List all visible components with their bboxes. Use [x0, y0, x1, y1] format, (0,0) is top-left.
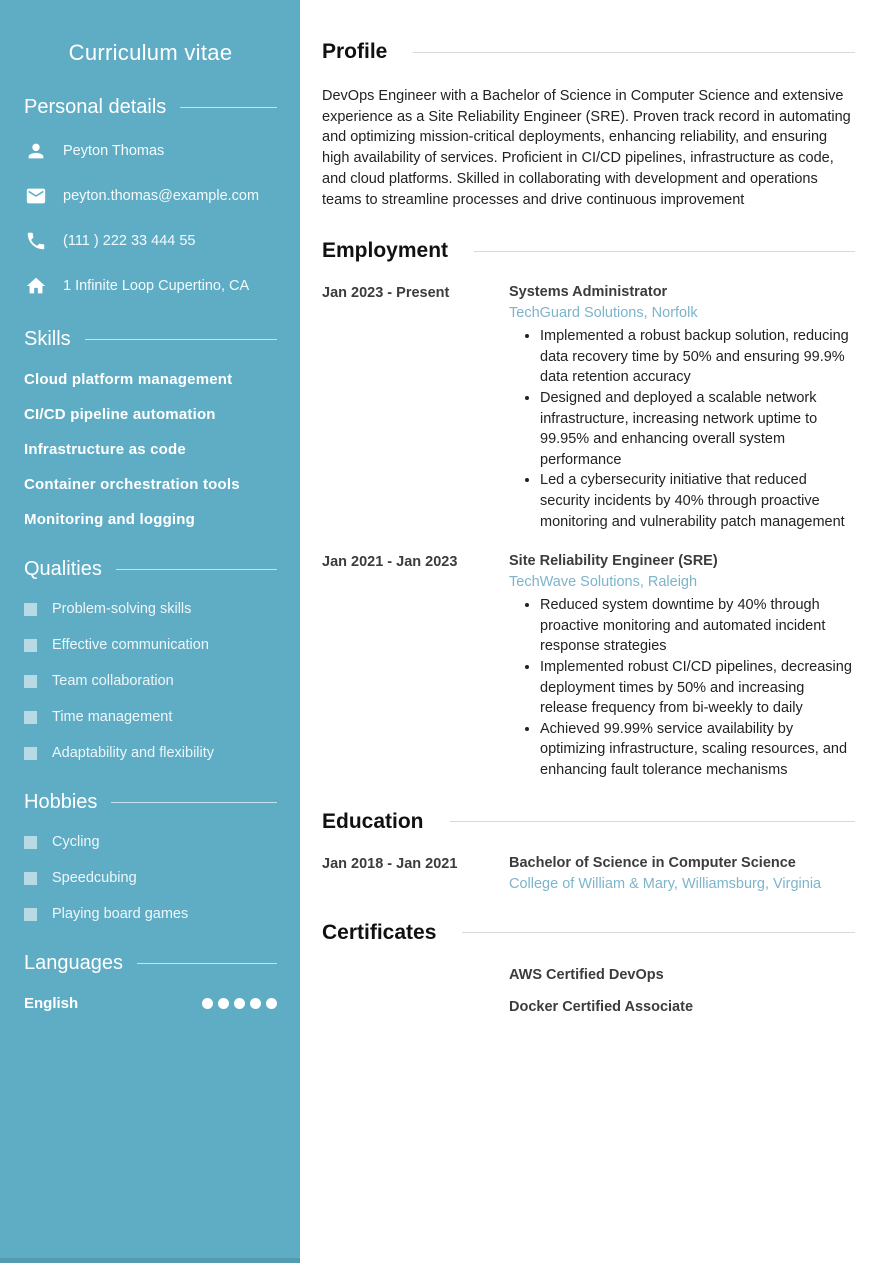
- job-bullet-list: [509, 326, 855, 532]
- education-heading: [322, 810, 855, 834]
- heading-rule: [180, 107, 277, 108]
- skills-heading-label: Skills: [24, 328, 71, 350]
- language-name: English: [24, 995, 79, 1012]
- employment-details: [509, 284, 855, 532]
- main-content: [300, 0, 893, 1263]
- language-level-dot: [266, 998, 277, 1009]
- job-bullet: • Implemented robust CI/CD pipelines, decreasing deployment times by 50% and increasing release frequency from bi-weekly to daily: [540, 657, 855, 719]
- square-bullet-icon: [24, 711, 37, 724]
- education-entry: [322, 855, 855, 892]
- square-bullet-icon: [24, 747, 37, 760]
- employment-heading: [322, 239, 855, 263]
- hobbies-heading-label: Hobbies: [24, 791, 98, 813]
- job-title: Site Reliability Engineer (SRE): [509, 553, 718, 570]
- job-title: Systems Administrator: [509, 284, 668, 301]
- square-bullet-icon: [24, 872, 37, 885]
- home-icon: [24, 274, 48, 298]
- quality-item: [24, 673, 277, 689]
- quality-label: Adaptability and flexibility: [52, 745, 215, 761]
- profile-heading: [322, 40, 855, 64]
- certificate-item: AWS Certified DevOps: [509, 966, 664, 983]
- quality-item: [24, 601, 277, 617]
- quality-item: [24, 637, 277, 653]
- skill-item: Monitoring and logging: [24, 511, 196, 528]
- personal-details-heading-label: Personal details: [24, 96, 167, 118]
- languages-heading-label: Languages: [24, 952, 123, 974]
- language-level-dot: [234, 998, 245, 1009]
- skill-item: Infrastructure as code: [24, 441, 186, 458]
- language-item: [24, 995, 277, 1012]
- heading-rule: [137, 963, 277, 964]
- employment-heading-label: Employment: [322, 239, 449, 263]
- company-link[interactable]: TechGuard Solutions, Norfolk: [509, 305, 698, 322]
- profile-text: DevOps Engineer with a Bachelor of Science in Computer Science and extensive experience as a Site Reliability Engineer (SRE). Proven track record in automating and optimizing mission-critical deployments, enhancing reliability, and ensuring high availability of services. Proficient in CI/CD pipelines, infrastructure as code, and cloud platforms. Skilled in collaborating with development and operations teams to streamline processes and drive continuous improvement: [322, 88, 851, 208]
- job-bullet-list: [509, 595, 855, 780]
- degree-title: Bachelor of Science in Computer Science: [509, 854, 796, 871]
- employment-entry: [322, 284, 855, 532]
- employment-entry: [322, 553, 855, 780]
- heading-rule: [450, 821, 855, 822]
- qualities-heading-label: Qualities: [24, 558, 102, 580]
- employment-date: Jan 2021 - Jan 2023: [322, 554, 458, 571]
- personal-details-heading: [24, 96, 277, 119]
- square-bullet-icon: [24, 675, 37, 688]
- hobby-item: [24, 834, 277, 850]
- education-details: [509, 855, 855, 892]
- contact-row-phone: [24, 229, 277, 253]
- language-level-dot: [250, 998, 261, 1009]
- job-bullet: • Implemented a robust backup solution, reducing data recovery time by 50% and ensuring 99.9% data retention accuracy: [540, 326, 855, 388]
- sidebar: [0, 0, 300, 1263]
- language-level-dot: [218, 998, 229, 1009]
- heading-rule: [462, 932, 855, 933]
- skill-item: Container orchestration tools: [24, 476, 240, 493]
- contact-email: peyton.thomas@example.com: [63, 188, 260, 204]
- languages-heading: [24, 952, 277, 975]
- job-bullet: • Reduced system downtime by 40% through proactive monitoring and automated incident response strategies: [540, 595, 855, 657]
- job-bullet: • Designed and deployed a scalable network infrastructure, increasing network uptime to 99.95% and enhancing overall system performance: [540, 388, 855, 470]
- quality-item: [24, 709, 277, 725]
- heading-rule: [474, 251, 855, 252]
- quality-label: Effective communication: [52, 637, 209, 653]
- heading-rule: [413, 52, 855, 53]
- contact-row-email: [24, 184, 277, 208]
- company-link[interactable]: TechWave Solutions, Raleigh: [509, 574, 698, 591]
- heading-rule: [111, 802, 277, 803]
- certificates-section: [322, 921, 855, 1015]
- skill-item: Cloud platform management: [24, 371, 233, 388]
- cv-title: Curriculum vitae: [68, 40, 233, 65]
- education-section: [322, 810, 855, 892]
- hobby-label: Playing board games: [52, 906, 189, 922]
- quality-item: [24, 745, 277, 761]
- employment-details: [509, 553, 855, 780]
- quality-label: Team collaboration: [52, 673, 174, 689]
- phone-icon: [24, 229, 48, 253]
- envelope-icon: [24, 184, 48, 208]
- hobbies-heading: [24, 791, 277, 814]
- job-bullet: • Led a cybersecurity initiative that reduced security incidents by 40% through proactive monitoring and vulnerability patch management: [540, 470, 855, 532]
- hobby-label: Speedcubing: [52, 870, 137, 886]
- quality-label: Problem-solving skills: [52, 601, 192, 617]
- skill-item: CI/CD pipeline automation: [24, 406, 216, 423]
- heading-rule: [85, 339, 277, 340]
- skills-heading: [24, 328, 277, 351]
- hobby-item: [24, 906, 277, 922]
- contact-phone: (111 ) 222 33 444 55: [63, 233, 196, 249]
- profile-heading-label: Profile: [322, 40, 388, 63]
- contact-name: Peyton Thomas: [63, 143, 165, 159]
- certificate-entry: [322, 967, 855, 1015]
- square-bullet-icon: [24, 639, 37, 652]
- certificates-heading: [322, 921, 855, 945]
- hobby-item: [24, 870, 277, 886]
- heading-rule: [116, 569, 277, 570]
- certificate-date-spacer: [322, 967, 509, 968]
- certificates-heading-label: Certificates: [322, 920, 437, 944]
- square-bullet-icon: [24, 603, 37, 616]
- qualities-heading: [24, 558, 277, 581]
- employment-section: [322, 239, 855, 780]
- language-level-dot: [202, 998, 213, 1009]
- contact-address: 1 Infinite Loop Cupertino, CA: [63, 278, 250, 294]
- job-bullet: • Achieved 99.99% service availability by optimizing infrastructure, scaling resources, and enhancing fault tolerance mechanisms: [540, 719, 855, 781]
- education-heading-label: Education: [322, 809, 424, 833]
- hobby-label: Cycling: [52, 834, 100, 850]
- person-icon: [24, 139, 48, 163]
- square-bullet-icon: [24, 836, 37, 849]
- contact-row-address: [24, 274, 277, 298]
- quality-label: Time management: [52, 709, 173, 725]
- certificate-item: Docker Certified Associate: [509, 998, 694, 1015]
- profile-section: [322, 40, 855, 210]
- education-date: Jan 2018 - Jan 2021: [322, 855, 458, 872]
- contact-row-name: [24, 139, 277, 163]
- certificate-list: [509, 967, 855, 1015]
- square-bullet-icon: [24, 908, 37, 921]
- institution-link[interactable]: College of William & Mary, Williamsburg, Virginia: [509, 875, 822, 892]
- employment-date: Jan 2023 - Present: [322, 285, 450, 302]
- language-level-indicator: [202, 998, 277, 1009]
